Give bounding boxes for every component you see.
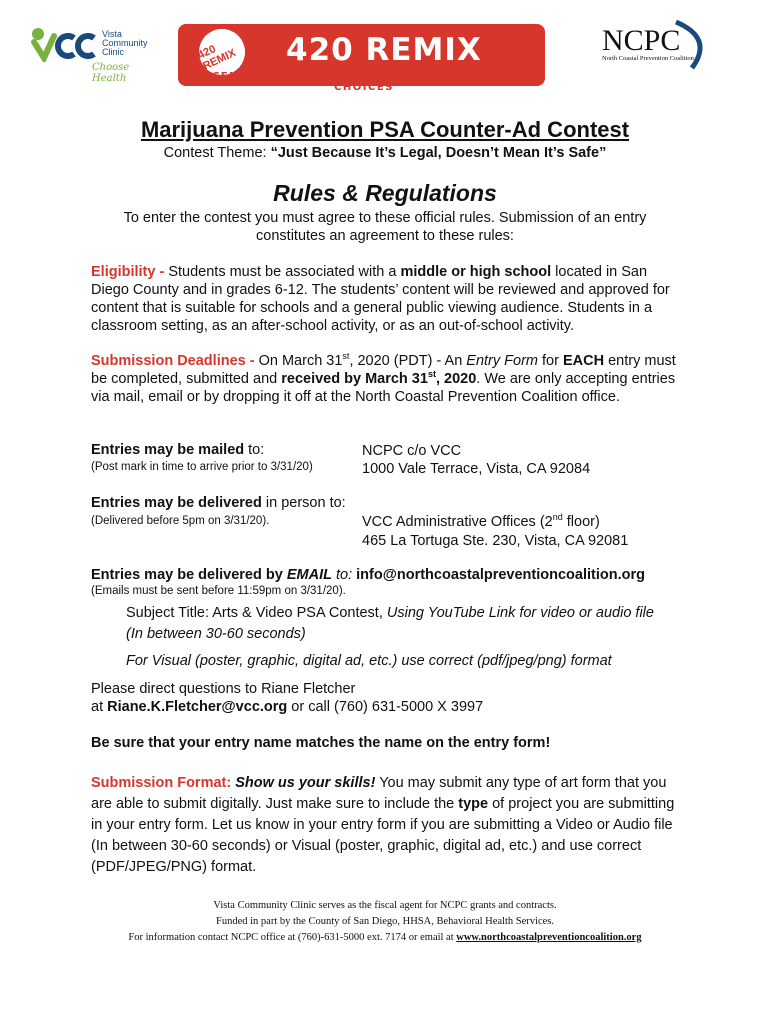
eligibility-text: located in San Diego County and in grades 6-12. The students’ content will be reviewed and approved for content that is suitable for schools and a general public viewing audience. Students in a classroom setting, as an after-school activity, or as an out-of-school activity. bbox=[91, 264, 670, 334]
page-title: Marijuana Prevention PSA Counter-Ad Contest bbox=[140, 117, 630, 142]
vcc-tagline: Choose Health bbox=[92, 62, 130, 84]
eligibility-bold: middle or high school bbox=[400, 264, 552, 280]
visual-format-note: For Visual (poster, graphic, digital ad, etc.) use correct (pdf/jpeg/png) format bbox=[126, 653, 612, 669]
deadlines-paragraph bbox=[91, 352, 681, 406]
deadlines-bold: EACH bbox=[562, 353, 605, 369]
delivered-note: (Delivered before 5pm on 3/31/20). bbox=[91, 515, 270, 527]
deadlines-text: , 2020 (PDT) - An bbox=[349, 353, 467, 369]
footer-line: Funded in part by the County of San Diego, HHSA, Behavioral Health Services. bbox=[216, 916, 554, 927]
footer-line bbox=[0, 930, 770, 946]
contact-email-link[interactable]: Riane.K.Fletcher@vcc.org bbox=[107, 699, 288, 715]
deadlines-label: Submission Deadlines - bbox=[91, 353, 255, 369]
mail-note: (Post mark in time to arrive prior to 3/31/20) bbox=[91, 461, 313, 473]
questions-contact bbox=[91, 699, 483, 715]
ncpc-logo-subtitle: North Coastal Prevention Coalition bbox=[602, 55, 694, 62]
mail-address-line: NCPC c/o VCC bbox=[362, 443, 462, 459]
format-text: You may submit any type of art form that you are able to submit digitally. Just make sure to include the bbox=[91, 775, 667, 812]
questions-at: at bbox=[91, 699, 108, 715]
questions-phone: or call (760) 631-5000 X 3997 bbox=[287, 699, 484, 715]
email-note: (Emails must be sent before 11:59pm on 3/31/20). bbox=[91, 585, 346, 597]
entry-form-link: Entry Form bbox=[466, 353, 538, 369]
email-label bbox=[91, 567, 645, 583]
vcc-logo bbox=[30, 22, 155, 84]
mail-address-line: 1000 Vale Terrace, Vista, CA 92084 bbox=[362, 461, 591, 477]
vcc-logo-line: Clinic bbox=[102, 47, 125, 57]
format-skills: Show us your skills! bbox=[231, 775, 376, 791]
questions-line: Please direct questions to Riane Fletcher bbox=[91, 681, 356, 697]
deadlines-text: for bbox=[538, 353, 563, 369]
delivered-address-text: VCC Administrative Offices (2 bbox=[362, 514, 553, 530]
section-title: Rules & Regulations bbox=[273, 180, 497, 206]
footer-website-link[interactable]: www.northcoastalpreventioncoalition.org bbox=[456, 932, 642, 943]
email-label-to: to: bbox=[331, 567, 357, 583]
banner-title: 420 REMIX bbox=[286, 32, 482, 68]
vcc-logo-line: Vista bbox=[102, 29, 122, 39]
email-subject-text: Subject Title: Arts & Video PSA Contest, bbox=[126, 605, 387, 621]
footer bbox=[0, 898, 770, 946]
email-subject bbox=[126, 603, 666, 645]
vcc-logo-line: Community bbox=[102, 38, 148, 48]
theme-label: Contest Theme: bbox=[163, 145, 271, 161]
deadlines-sup: st bbox=[342, 351, 350, 362]
delivered-label-rest: in person to: bbox=[261, 495, 346, 511]
delivered-address-line bbox=[362, 513, 600, 531]
deadlines-text: On March 31 bbox=[254, 353, 343, 369]
vcc-logo-mark bbox=[30, 22, 100, 62]
delivered-address-line: 465 La Tortuga Ste. 230, Vista, CA 92081 bbox=[362, 533, 629, 549]
ncpc-logo: NCPC bbox=[602, 24, 681, 57]
delivered-address-text: floor) bbox=[562, 514, 600, 530]
banner-badge: 420 REMIX bbox=[187, 17, 256, 86]
deadlines-bold: , 2020 bbox=[435, 371, 477, 387]
eligibility-paragraph bbox=[91, 263, 681, 335]
banner-subtitle: A CELEBRATION OF SOBER AND DRUG FREE LIFE CHOICES bbox=[197, 71, 531, 93]
delivered-label-bold: Entries may be delivered bbox=[91, 495, 262, 511]
format-paragraph bbox=[91, 773, 681, 878]
mail-label bbox=[91, 442, 264, 458]
eligibility-text: Students must be associated with a bbox=[164, 264, 401, 280]
theme-value: “Just Because It’s Legal, Doesn’t Mean It’s Safe” bbox=[270, 145, 607, 161]
email-subject-italic: Using YouTube Link for video or audio file (In between 30-60 seconds) bbox=[126, 605, 654, 642]
entry-name-warning: Be sure that your entry name matches the name on the entry form! bbox=[91, 735, 551, 751]
deadlines-text: . We are only accepting entries via mail, email or by dropping it off at the North Coastal Prevention Coalition office. bbox=[91, 371, 676, 405]
format-text: of project you are submitting in your entry form. Let us know in your entry form if you are submitting a Video or Audio file (In between 30-60 seconds) or Visual (poster, graphic, digital ad, etc.) and use correct (PDF/JPEG/PNG) format. bbox=[91, 796, 675, 875]
deadlines-bold: received by March 31 bbox=[281, 371, 428, 387]
contest-email-link[interactable]: info@northcoastalpreventioncoalition.org bbox=[356, 567, 645, 583]
email-label-bold: Entries may be delivered by bbox=[91, 567, 287, 583]
deadlines-text: entry must be completed, submitted and bbox=[91, 353, 676, 387]
delivered-label bbox=[91, 495, 346, 511]
intro-text: To enter the contest you must agree to these official rules. Submission of an entry constitutes an agreement to these rules: bbox=[123, 210, 647, 244]
contest-theme bbox=[0, 145, 770, 161]
eligibility-label: Eligibility - bbox=[91, 264, 165, 280]
mail-label-rest: to: bbox=[244, 442, 265, 458]
delivered-address-sup: nd bbox=[552, 512, 563, 523]
format-label: Submission Format: bbox=[91, 775, 232, 791]
format-bold: type bbox=[458, 796, 489, 812]
deadlines-sup: st bbox=[427, 369, 436, 380]
footer-line: Vista Community Clinic serves as the fiscal agent for NCPC grants and contracts. bbox=[213, 900, 557, 911]
email-label-em: EMAIL bbox=[286, 567, 332, 583]
footer-text: For information contact NCPC office at (760)-631-5000 ext. 7174 or email at bbox=[128, 932, 457, 943]
mail-label-bold: Entries may be mailed bbox=[91, 442, 245, 458]
